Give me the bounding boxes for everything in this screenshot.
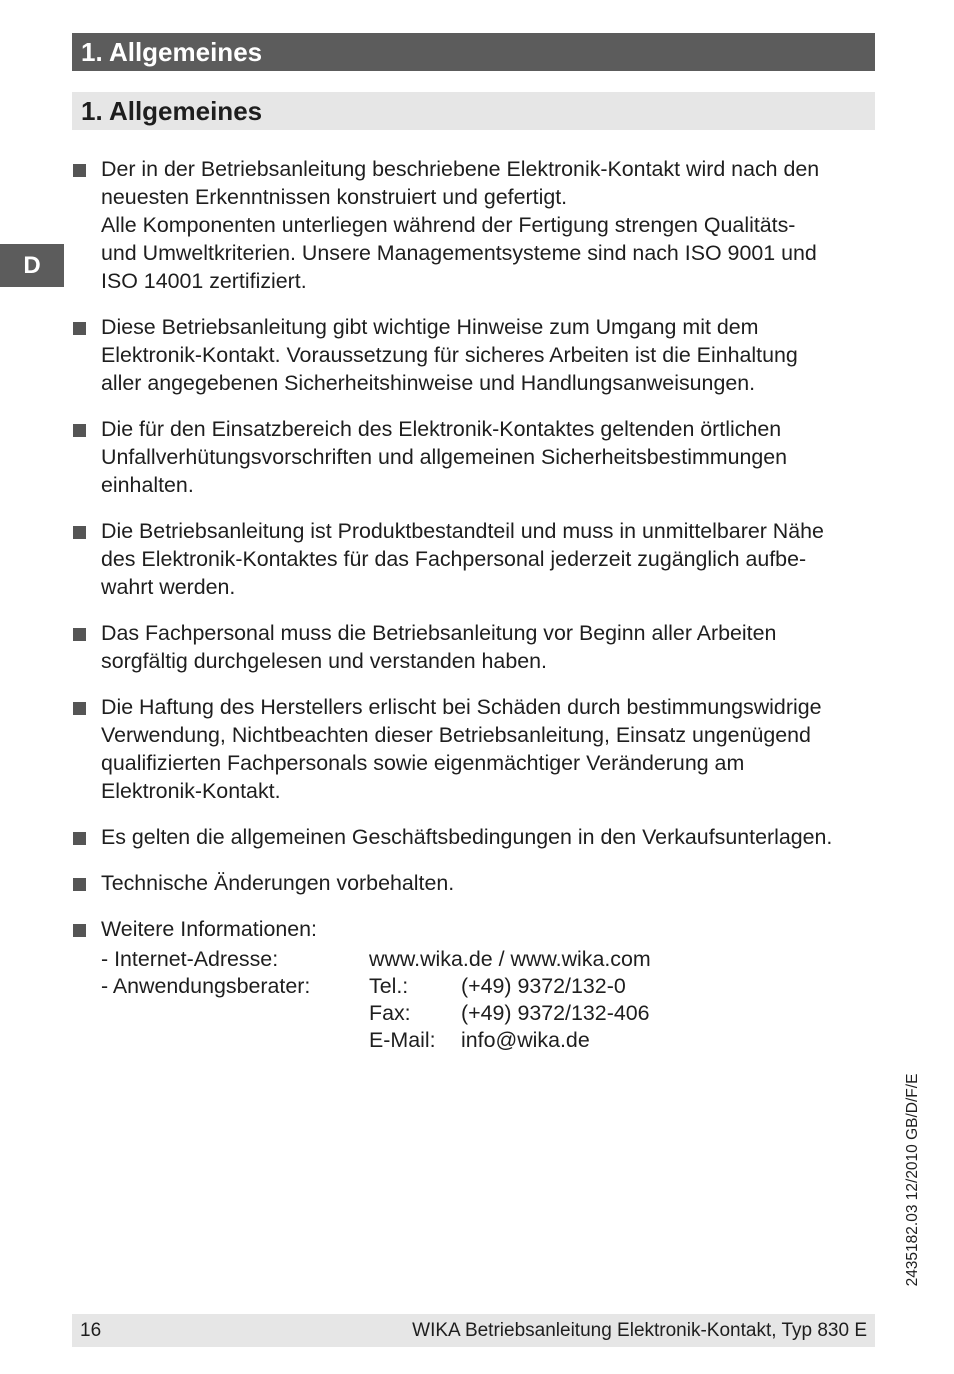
page-footer: [72, 1314, 875, 1347]
bullet-line: des Elektronik-Kontaktes für das Fachpersonal jederzeit zugänglich aufbe-: [101, 547, 807, 571]
email-address: info@wika.de: [461, 1028, 590, 1052]
bullet-line: Das Fachpersonal muss die Betriebsanleitung vor Beginn aller Arbeiten: [101, 621, 777, 645]
bullet-item: [72, 619, 884, 675]
square-bullet-icon: [73, 424, 86, 437]
bullet-line: Die für den Einsatzbereich des Elektronik-Kontaktes geltenden örtlichen: [101, 417, 782, 441]
bullet-line: Alle Komponenten unterliegen während der Fertigung strengen Qualitäts-: [101, 213, 796, 237]
square-bullet-icon: [73, 526, 86, 539]
square-bullet-icon: [73, 628, 86, 641]
bullet-line: Weitere Informationen:: [101, 917, 317, 941]
advisor-contacts: [369, 973, 650, 1054]
square-bullet-icon: [73, 878, 86, 891]
bullet-line: Technische Änderungen vorbehalten.: [101, 871, 455, 895]
bullet-item: [72, 823, 884, 851]
page-number: 16: [80, 1320, 102, 1341]
bullet-line: einhalten.: [101, 473, 194, 497]
bullet-line: Es gelten die allgemeinen Geschäftsbedingungen in den Verkaufsunterlagen.: [101, 825, 833, 849]
bullet-line: Unfallverhütungsvorschriften und allgemeinen Sicherheitsbestimmungen: [101, 445, 788, 469]
internet-row: [101, 946, 884, 973]
bullet-line: Der in der Betriebsanleitung beschriebene Elektronik-Kontakt wird nach den: [101, 157, 820, 181]
advisor-label: - Anwendungsberater:: [101, 974, 311, 998]
bullet-item: [72, 313, 884, 397]
fax-number: (+49) 9372/132-406: [461, 1001, 650, 1025]
square-bullet-icon: [73, 322, 86, 335]
internet-address: www.wika.de / www.wika.com: [369, 947, 651, 971]
fax-label: Fax:: [369, 1001, 411, 1025]
fax-row: [369, 1000, 650, 1027]
bullet-line: Verwendung, Nichtbeachten dieser Betriebsanleitung, Einsatz ungenügend: [101, 723, 811, 747]
contact-info-table: [101, 946, 884, 1054]
chapter-header: 1. Allgemeines: [72, 33, 875, 71]
bullet-line: Diese Betriebsanleitung gibt wichtige Hinweise zum Umgang mit dem: [101, 315, 759, 339]
bullet-line: und Umweltkriterien. Unsere Managementsysteme sind nach ISO 9001 und: [101, 241, 817, 265]
bullet-line: qualifizierten Fachpersonals sowie eigenmächtiger Veränderung am: [101, 751, 745, 775]
bullet-line: wahrt werden.: [101, 575, 236, 599]
document-code: 2435182.03 12/2010 GB/D/F/E: [904, 1073, 921, 1287]
bullet-line: Elektronik-Kontakt. Voraussetzung für sicheres Arbeiten ist die Einhaltung: [101, 343, 798, 367]
bullet-item: [72, 155, 884, 295]
bullet-item: [72, 869, 884, 897]
bullet-line: aller angegebenen Sicherheitshinweise und Handlungsanweisungen.: [101, 371, 756, 395]
bullet-line: sorgfältig durchgelesen und verstanden haben.: [101, 649, 547, 673]
email-label: E-Mail:: [369, 1028, 436, 1052]
square-bullet-icon: [73, 702, 86, 715]
bullet-line: Die Betriebsanleitung ist Produktbestandteil und muss in unmittelbarer Nähe: [101, 519, 824, 543]
phone-row: [369, 973, 650, 1000]
section-heading: 1. Allgemeines: [72, 92, 875, 130]
content: [72, 155, 884, 1072]
internet-label: - Internet-Adresse:: [101, 947, 279, 971]
bullet-line: Elektronik-Kontakt.: [101, 779, 281, 803]
square-bullet-icon: [73, 832, 86, 845]
phone-number: (+49) 9372/132-0: [461, 974, 626, 998]
bullet-line: Die Haftung des Herstellers erlischt bei Schäden durch bestimmungswidrige: [101, 695, 822, 719]
phone-label: Tel.:: [369, 974, 409, 998]
bullet-item: [72, 517, 884, 601]
bullet-item: [72, 415, 884, 499]
footer-title: WIKA Betriebsanleitung Elektronik-Kontakt, Typ 830 E: [412, 1320, 867, 1341]
square-bullet-icon: [73, 924, 86, 937]
bullet-line: neuesten Erkenntnissen konstruiert und gefertigt.: [101, 185, 568, 209]
bullet-item: [72, 693, 884, 805]
bullet-item-further-info: [72, 915, 884, 1054]
language-tab: D: [0, 244, 64, 287]
email-row: [369, 1027, 650, 1054]
square-bullet-icon: [73, 164, 86, 177]
bullet-line: ISO 14001 zertifiziert.: [101, 269, 307, 293]
advisor-row: [101, 973, 884, 1054]
